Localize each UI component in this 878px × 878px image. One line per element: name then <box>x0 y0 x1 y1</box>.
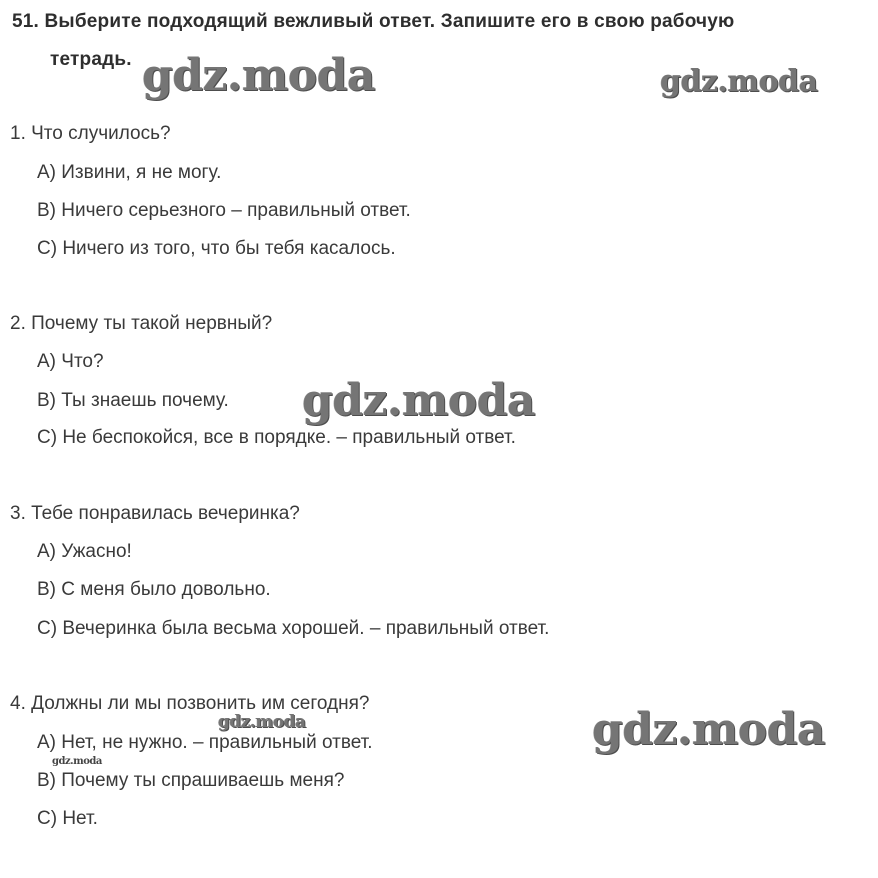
watermark-logo: gdz.moda <box>52 756 102 767</box>
question-3-option-b: B) С меня было довольно. <box>37 579 271 600</box>
question-2: 2. Почему ты такой нервный? <box>10 313 273 334</box>
question-3: 3. Тебе понравилась вечеринка? <box>10 503 300 524</box>
question-1-option-b: B) Ничего серьезного – правильный ответ. <box>37 200 411 221</box>
question-4-option-b: B) Почему ты спрашиваешь меня? <box>37 770 345 791</box>
question-3-option-c: C) Вечеринка была весьма хорошей. – правильный ответ. <box>37 618 550 639</box>
question-2-option-b: B) Ты знаешь почему. <box>37 390 229 411</box>
task-heading-line-1: 51. Выберите подходящий вежливый ответ. Запишите его в свою рабочую <box>12 11 735 32</box>
watermark-logo: gdz.moda <box>660 64 818 99</box>
watermark-logo: gdz.moda <box>218 712 306 732</box>
watermark-logo: gdz.moda <box>302 375 536 426</box>
task-heading-line-2: тетрадь. <box>50 49 132 70</box>
question-3-option-a: A) Ужасно! <box>37 541 132 562</box>
question-4-option-c: C) Нет. <box>37 808 98 829</box>
watermark-logo: gdz.moda <box>142 50 376 101</box>
question-2-option-c: C) Не беспокойся, все в порядке. – правильный ответ. <box>37 427 516 448</box>
question-4-option-a: A) Нет, не нужно. – правильный ответ. <box>37 732 373 753</box>
question-1-option-a: A) Извини, я не могу. <box>37 162 222 183</box>
question-1-option-c: C) Ничего из того, что бы тебя касалось. <box>37 238 396 259</box>
question-2-option-a: A) Что? <box>37 351 104 372</box>
watermark-logo: gdz.moda <box>592 704 826 755</box>
question-1: 1. Что случилось? <box>10 123 171 144</box>
question-4: 4. Должны ли мы позвонить им сегодня? <box>10 693 370 714</box>
